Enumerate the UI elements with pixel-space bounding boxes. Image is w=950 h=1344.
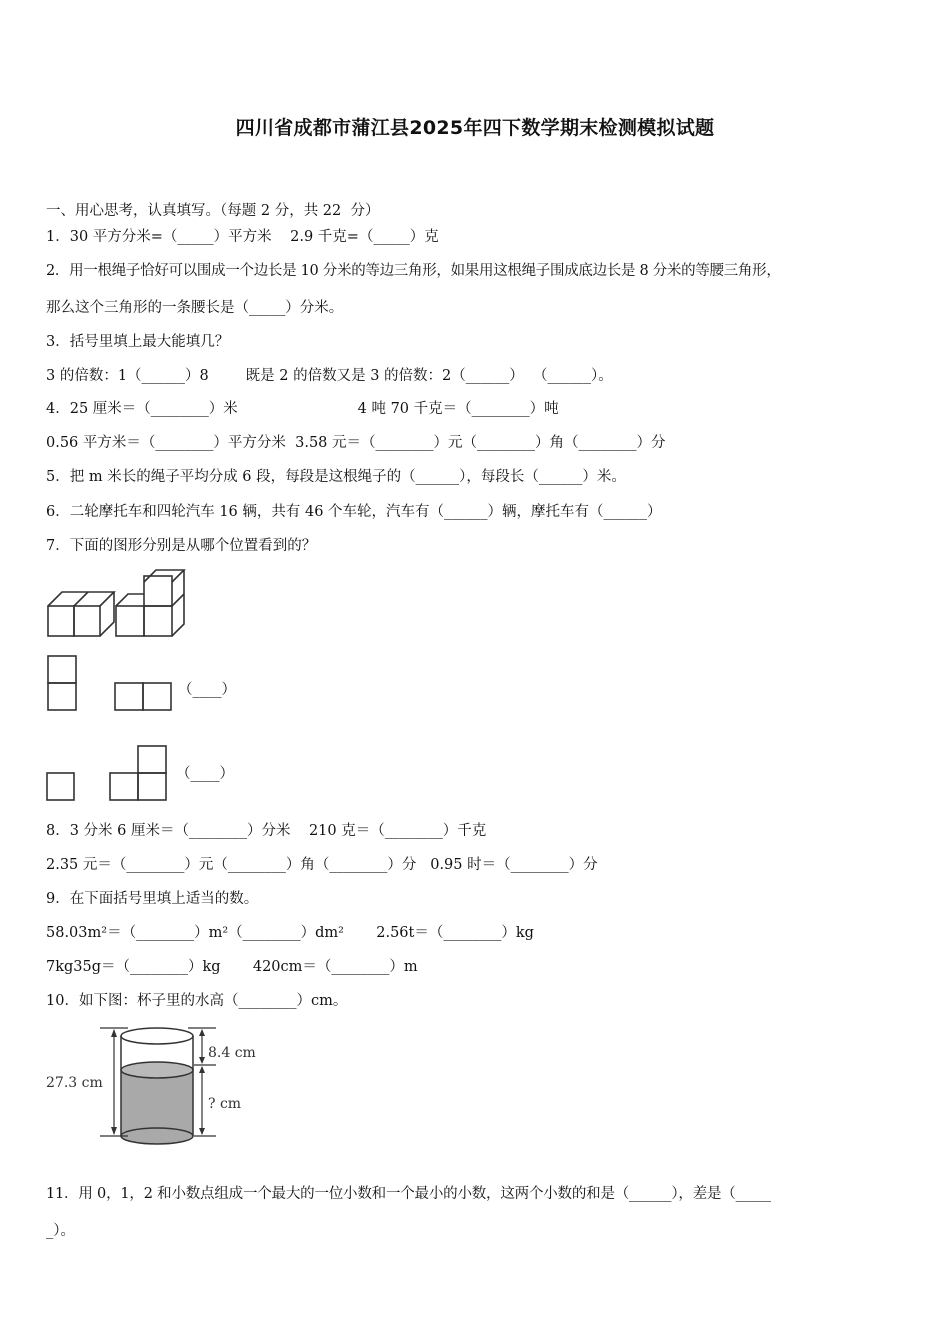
question-9-line-1: 58.03m²＝（________）m²（________）dm² 2.56t＝（________）kg [46,925,534,941]
question-7-blank-2[interactable]: （____） [176,766,234,782]
question-6: 6．二轮摩托车和四轮汽车 16 辆，共有 46 个车轮，汽车有（______）辆，摩托车有（______） [46,504,662,520]
question-9-line-2: 7kg35g＝（________）kg 420cm＝（________）m [46,959,418,975]
question-4-line-2: 0.56 平方米＝（________）平方分米 3.58 元＝（________）元（________）角（________）分 [46,435,666,451]
question-3: 3．括号里填上最大能填几？ [46,334,230,350]
question-3-items: 3 的倍数：1（______）8 既是 2 的倍数又是 3 的倍数：2（______） （______）。 [46,368,613,384]
cup-total-label: 27.3 cm [46,1075,103,1091]
cup-figure [44,1024,284,1148]
question-8-line-1: 8．3 分米 6 厘米＝（________）分米 210 克＝（________）千克 [46,823,487,839]
question-4-line-1: 4．25 厘米＝（________）米 4 吨 70 千克＝（________）吨 [46,401,559,417]
cube-figures-3d [46,568,186,640]
question-11-line-2: _）。 [46,1223,75,1239]
view-figure-front [46,654,178,712]
question-5: 5．把 m 米长的绳子平均分成 6 段，每段是这根绳子的（______），每段长（______）米。 [46,469,626,485]
cup-unknown-label: ? cm [208,1096,242,1112]
question-8-line-2: 2.35 元＝（________）元（________）角（________）分 0.95 时＝（________）分 [46,857,598,873]
question-1: 1．30 平方分米=（_____）平方米 2.9 千克=（_____）克 [46,229,439,245]
view-figure-side [46,743,170,803]
question-7: 7．下面的图形分别是从哪个位置看到的？ [46,538,317,554]
question-2-line-2: 那么这个三角形的一条腰长是（_____）分米。 [46,300,344,316]
question-2-line-1: 2．用一根绳子恰好可以围成一个边长是 10 分米的等边三角形，如果用这根绳子围成底边长是 8 分米的等腰三角形， [46,263,781,279]
question-11-line-1: 11．用 0，1，2 和小数点组成一个最大的一位小数和一个最小的小数，这两个小数的和是（______），差是（_____ [46,1186,771,1202]
cup-top-label: 8.4 cm [208,1045,256,1061]
section-heading: 一、用心思考，认真填写。（每题 2 分，共 22 分） [46,203,380,219]
page-title: 四川省成都市蒲江县2025年四下数学期末检测模拟试题 [235,117,715,139]
question-10: 10．如下图：杯子里的水高（________）cm。 [46,993,348,1009]
question-9: 9．在下面括号里填上适当的数。 [46,891,259,907]
question-7-blank-1[interactable]: （____） [178,682,236,698]
